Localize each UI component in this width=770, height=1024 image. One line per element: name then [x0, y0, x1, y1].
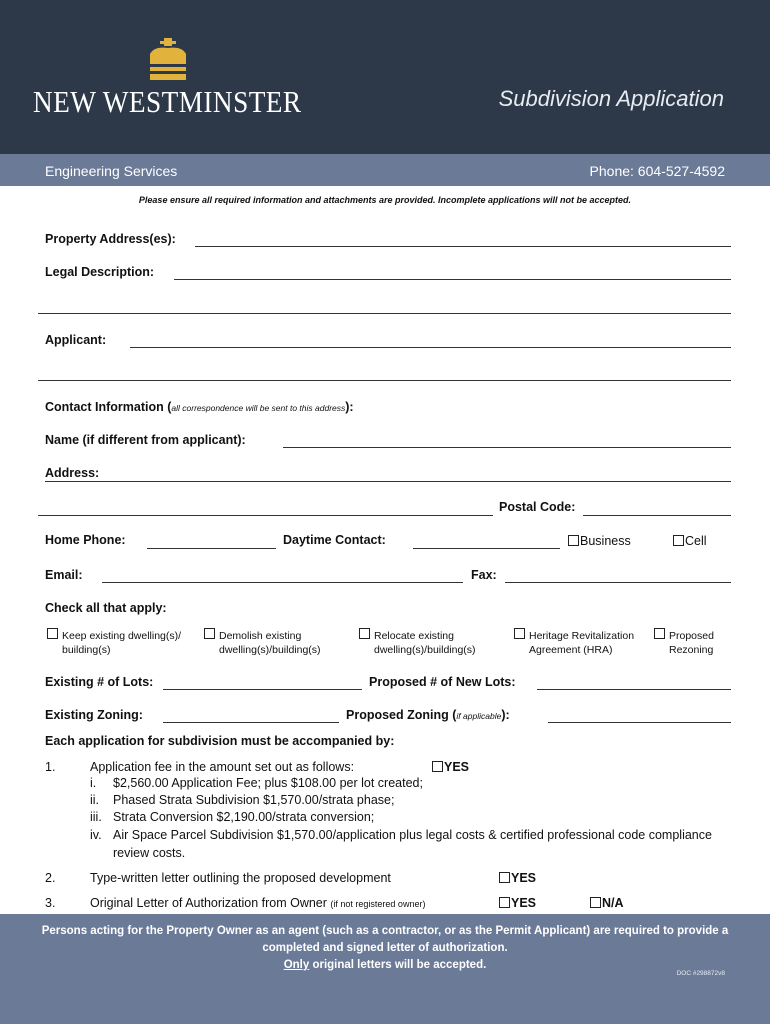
cell-checkbox[interactable] — [673, 535, 684, 546]
legal-description-label: Legal Description: — [45, 265, 155, 279]
daytime-contact-field[interactable] — [413, 548, 560, 549]
header-banner — [0, 0, 770, 154]
req-1-yes-checkbox[interactable] — [432, 761, 443, 772]
req-3-na-label: N/A — [602, 896, 624, 910]
footer-line-1: Persons acting for the Property Owner as an agent (such as a contractor, or as the Permit Applicant) are required to provide a — [41, 925, 729, 937]
req-2-yes-checkbox[interactable] — [499, 872, 510, 883]
department-name: Engineering Services — [45, 163, 178, 179]
proposed-zoning-field[interactable] — [548, 722, 731, 723]
existing-zoning-label: Existing Zoning: — [45, 708, 143, 722]
applicant-label: Applicant: — [45, 333, 107, 347]
fee-i-numeral: i. — [90, 776, 97, 790]
fee-i-text: $2,560.00 Application Fee; plus $108.00 per lot created; — [113, 776, 423, 790]
proposed-rezoning-checkbox[interactable] — [654, 628, 665, 639]
req-3-text: Original Letter of Authorization from Owner (if not registered owner) — [90, 896, 426, 910]
req-3-na-checkbox[interactable] — [590, 897, 601, 908]
address-field[interactable] — [45, 481, 731, 482]
fee-iv-continued: review costs. — [113, 846, 186, 860]
completeness-notice: Please ensure all required information and attachments are provided. Incomplete applications will not be accepted. — [138, 195, 632, 205]
relocate-existing-checkbox[interactable] — [359, 628, 370, 639]
fee-iv-numeral: iv. — [90, 828, 102, 842]
business-checkbox[interactable] — [568, 535, 579, 546]
org-logo-text: NEW WESTMINSTER — [33, 84, 302, 119]
req-2-yes-label: YES — [511, 871, 537, 885]
req-2-text: Type-written letter outlining the proposed development — [90, 871, 391, 885]
req-2-number: 2. — [45, 871, 56, 885]
legal-description-field-line2[interactable] — [38, 313, 731, 314]
footer-line-3: Only original letters will be accepted. — [283, 959, 487, 971]
agent-authorization-notice — [40, 923, 730, 974]
req-1-text: Application fee in the amount set out as follows: — [90, 760, 355, 774]
home-phone-label: Home Phone: — [45, 533, 126, 547]
check-all-heading: Check all that apply: — [45, 601, 167, 615]
postal-code-label: Postal Code: — [499, 500, 576, 514]
postal-code-field[interactable] — [583, 515, 731, 516]
fax-field[interactable] — [505, 582, 731, 583]
fee-ii-numeral: ii. — [90, 793, 100, 807]
proposed-rezoning-label: Proposed Rezoning — [669, 630, 714, 656]
address-label: Address: — [45, 466, 100, 480]
crown-icon — [146, 38, 190, 86]
fee-iii-text: Strata Conversion $2,190.00/strata conversion; — [113, 810, 375, 824]
demolish-existing-checkbox[interactable] — [204, 628, 215, 639]
req-1-yes-label: YES — [444, 760, 470, 774]
property-address-field[interactable] — [195, 246, 731, 247]
legal-description-field[interactable] — [174, 279, 731, 280]
heritage-revitalization-label: Heritage Revitalization Agreement (HRA) — [529, 630, 635, 656]
address-field-line2[interactable] — [38, 515, 493, 516]
fax-label: Fax: — [471, 568, 497, 582]
keep-existing-checkbox[interactable] — [47, 628, 58, 639]
daytime-contact-label: Daytime Contact: — [283, 533, 386, 547]
req-3-yes-checkbox[interactable] — [499, 897, 510, 908]
existing-lots-label: Existing # of Lots: — [45, 675, 154, 689]
document-title: Subdivision Application — [498, 86, 724, 111]
proposed-lots-field[interactable] — [537, 689, 731, 690]
req-3-number: 3. — [45, 896, 56, 910]
requirements-heading: Each application for subdivision must be accompanied by: — [45, 734, 395, 748]
name-field[interactable] — [283, 447, 731, 448]
footer-line-2: completed and signed letter of authorization. — [262, 942, 508, 954]
fee-iv-text: Air Space Parcel Subdivision $1,570.00/application plus legal costs & certified professional code compliance — [113, 828, 712, 842]
department-phone: Phone: 604-527-4592 — [589, 163, 725, 179]
keep-existing-label: Keep existing dwelling(s)/ building(s) — [62, 630, 182, 656]
applicant-field-line2[interactable] — [38, 380, 731, 381]
home-phone-field[interactable] — [147, 548, 276, 549]
cell-label: Cell — [685, 534, 707, 548]
email-field[interactable] — [102, 582, 463, 583]
business-label: Business — [580, 534, 631, 548]
contact-info-heading: Contact Information (all correspondence will be sent to this address): — [45, 400, 354, 414]
demolish-existing-label: Demolish existing dwelling(s)/building(s) — [219, 630, 321, 656]
contact-info-note: all correspondence will be sent to this address — [171, 403, 346, 413]
property-address-label: Property Address(es): — [45, 232, 176, 246]
req-1-number: 1. — [45, 760, 56, 774]
relocate-existing-label: Relocate existing dwelling(s)/building(s) — [374, 630, 476, 656]
document-code: DOC #298872v8 — [676, 970, 725, 977]
req-3-yes-label: YES — [511, 896, 537, 910]
applicant-field[interactable] — [130, 347, 731, 348]
existing-lots-field[interactable] — [163, 689, 362, 690]
proposed-lots-label: Proposed # of New Lots: — [369, 675, 516, 689]
name-label: Name (if different from applicant): — [45, 433, 246, 447]
heritage-revitalization-checkbox[interactable] — [514, 628, 525, 639]
email-label: Email: — [45, 568, 83, 582]
existing-zoning-field[interactable] — [163, 722, 339, 723]
fee-iii-numeral: iii. — [90, 810, 102, 824]
proposed-zoning-label: Proposed Zoning (if applicable): — [346, 708, 510, 722]
fee-ii-text: Phased Strata Subdivision $1,570.00/strata phase; — [113, 793, 395, 807]
